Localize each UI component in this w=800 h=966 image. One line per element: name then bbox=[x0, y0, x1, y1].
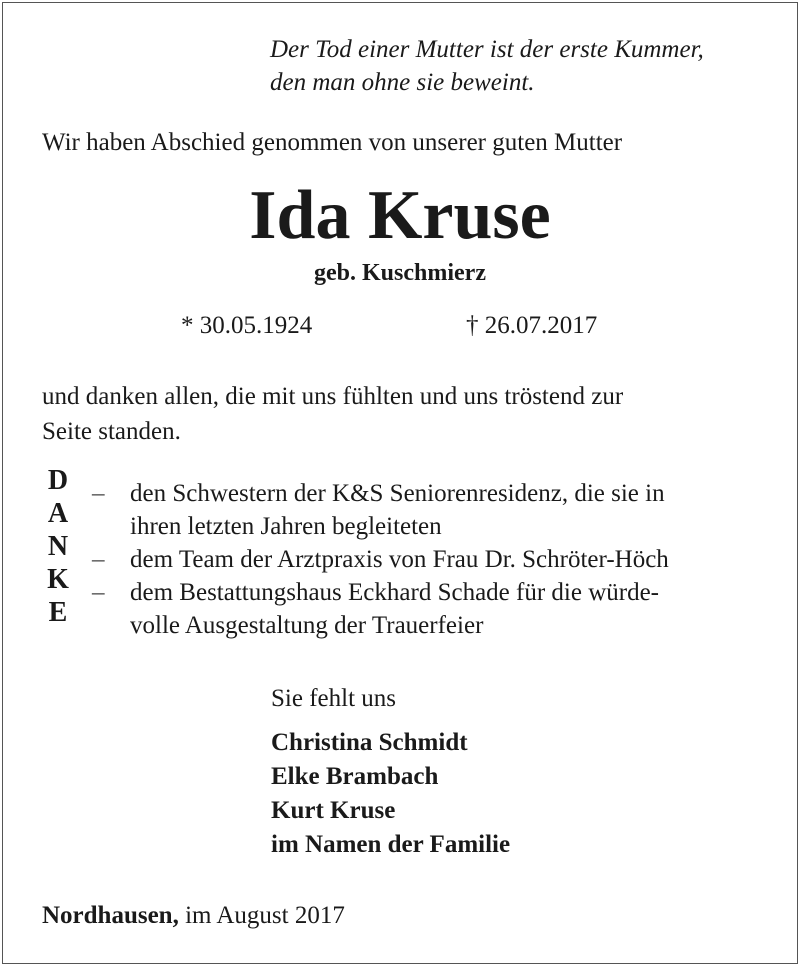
thanks-paragraph bbox=[42, 379, 742, 449]
danke-acrostic bbox=[44, 464, 72, 629]
missing-text: Sie fehlt uns bbox=[271, 685, 396, 712]
signer: im Namen der Familie bbox=[271, 831, 511, 858]
thanks-line-1: und danken allen, die mit uns fühlten und uns tröstend zur bbox=[42, 383, 624, 410]
maiden-name: geb. Kuschmierz bbox=[314, 260, 486, 286]
danke-letter: E bbox=[48, 597, 68, 628]
signer: Christina Schmidt bbox=[271, 729, 468, 756]
danke-item-3-line-1: dem Bestattungshaus Eckhard Schade für die würde- bbox=[130, 579, 660, 606]
motto-line-1: Der Tod einer Mutter ist der erste Kummer, bbox=[270, 36, 704, 63]
danke-item-1-line-2: ihren letzten Jahren begleiteten bbox=[130, 513, 442, 540]
dash-spacer bbox=[92, 510, 105, 543]
intro-text: Wir haben Abschied genommen von unserer guten Mutter bbox=[42, 129, 623, 156]
danke-items bbox=[130, 477, 770, 642]
danke-item-3-line-2: volle Ausgestaltung der Trauerfeier bbox=[130, 612, 484, 639]
deceased-name: Ida Kruse bbox=[249, 177, 551, 254]
footer-date: im August 2017 bbox=[178, 902, 345, 929]
motto-line-2: den man ohne sie beweint. bbox=[270, 69, 535, 96]
danke-letter: K bbox=[47, 564, 69, 595]
motto-quote bbox=[270, 33, 704, 99]
signer: Kurt Kruse bbox=[271, 797, 396, 824]
place-date-line bbox=[42, 900, 345, 932]
dash-item-1: – bbox=[92, 480, 105, 507]
death-date: † 26.07.2017 bbox=[466, 312, 598, 339]
danke-item-1-line-1: den Schwestern der K&S Seniorenresidenz, die sie in bbox=[130, 480, 665, 507]
dash-item-3: – bbox=[92, 579, 105, 606]
danke-dashes bbox=[92, 477, 105, 609]
dash-item-2: – bbox=[92, 546, 105, 573]
danke-item-2: dem Team der Arztpraxis von Frau Dr. Schröter-Höch bbox=[130, 546, 669, 573]
footer-city: Nordhausen, bbox=[42, 902, 179, 929]
birth-date: * 30.05.1924 bbox=[181, 312, 313, 339]
signer: Elke Brambach bbox=[271, 763, 439, 790]
thanks-line-2: Seite standen. bbox=[42, 418, 181, 445]
danke-letter: D bbox=[47, 465, 69, 496]
danke-letter: A bbox=[47, 498, 69, 529]
danke-letter: N bbox=[47, 531, 69, 562]
signers-list bbox=[271, 726, 510, 862]
